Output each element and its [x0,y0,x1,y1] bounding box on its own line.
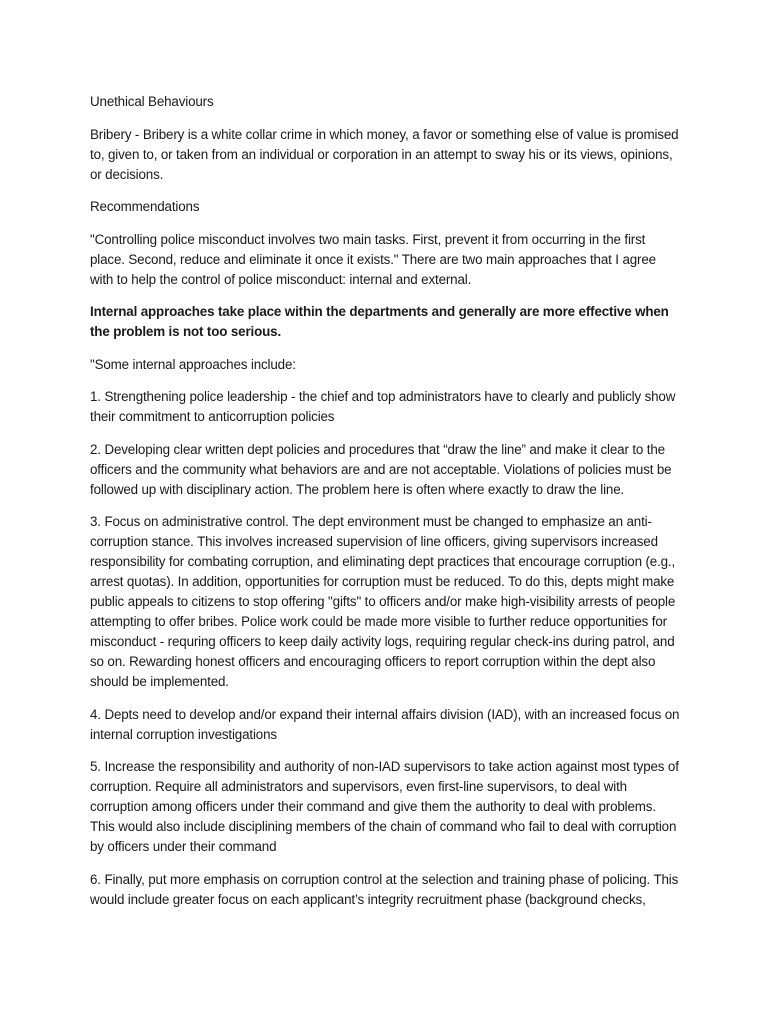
list-item: 3. Focus on administrative control. The dept environment must be changed to emphasize an anti-corruption stance. This involves increased supervision of line officers, giving supervisors increased responsibility for combating corruption, and eliminating dept practices that encourage corruption (e.g., arrest quotas). In addition, opportunities for corruption must be reduced. To do this, depts might make public appeals to citizens to stop offering "gifts" to officers and/or make high-visibility arrests of people attempting to offer bribes. Police work could be made more visible to further reduce opportunities for misconduct - requring officers to keep daily activity logs, requiring regular check-ins during patrol, and so on. Rewarding honest officers and encouraging officers to report corruption within the dept also should be implemented. [90,514,676,689]
bribery-paragraph: Bribery - Bribery is a white collar crime in which money, a favor or something else of value is promised to, given to, or taken from an individual or corporation in an attempt to sway his or its views, opinions, or decisions. [90,126,679,182]
list-item: 2. Developing clear written dept policies and procedures that “draw the line” and make it clear to the officers and the community what behaviors are and are not acceptable. Violations of policies must be followed up with disciplinary action. The problem here is often where exactly to draw the line. [90,441,672,497]
document-page [90,92,680,922]
list-item: 1. Strengthening police leadership - the chief and top administrators have to clearly and publicly show their commitment to anticorruption policies [90,389,676,424]
internal-approaches-bold-paragraph: Internal approaches take place within the departments and generally are more effective when the problem is not too serious. [90,304,669,339]
list-item: 6. Finally, put more emphasis on corruption control at the selection and training phase of policing. This would include greater focus on each applicant’s integrity recruitment phase (background checks, [90,871,679,907]
recommendations-heading: Recommendations [90,199,200,214]
list-item: 5. Increase the responsibility and authority of non-IAD supervisors to take action against most types of corruption. Require all administrators and supervisors, even first-line supervisors, to deal with corruption among officers under their command and give them the authority to deal with problems. This would also include disciplining members of the chain of command who fail to deal with corruption by officers under their command [90,759,679,854]
list-item: 4. Depts need to develop and/or expand their internal affairs division (IAD), with an increased focus on internal corruption investigations [90,706,680,742]
quote-intro-paragraph: "Controlling police misconduct involves two main tasks. First, prevent it from occurring in the first place. Second, reduce and eliminate it once it exists." There are two main approaches that I agree with to help the control of police misconduct: internal and external. [90,231,656,287]
internal-intro-paragraph: "Some internal approaches include: [90,356,296,372]
document-heading: Unethical Behaviours [90,94,214,109]
